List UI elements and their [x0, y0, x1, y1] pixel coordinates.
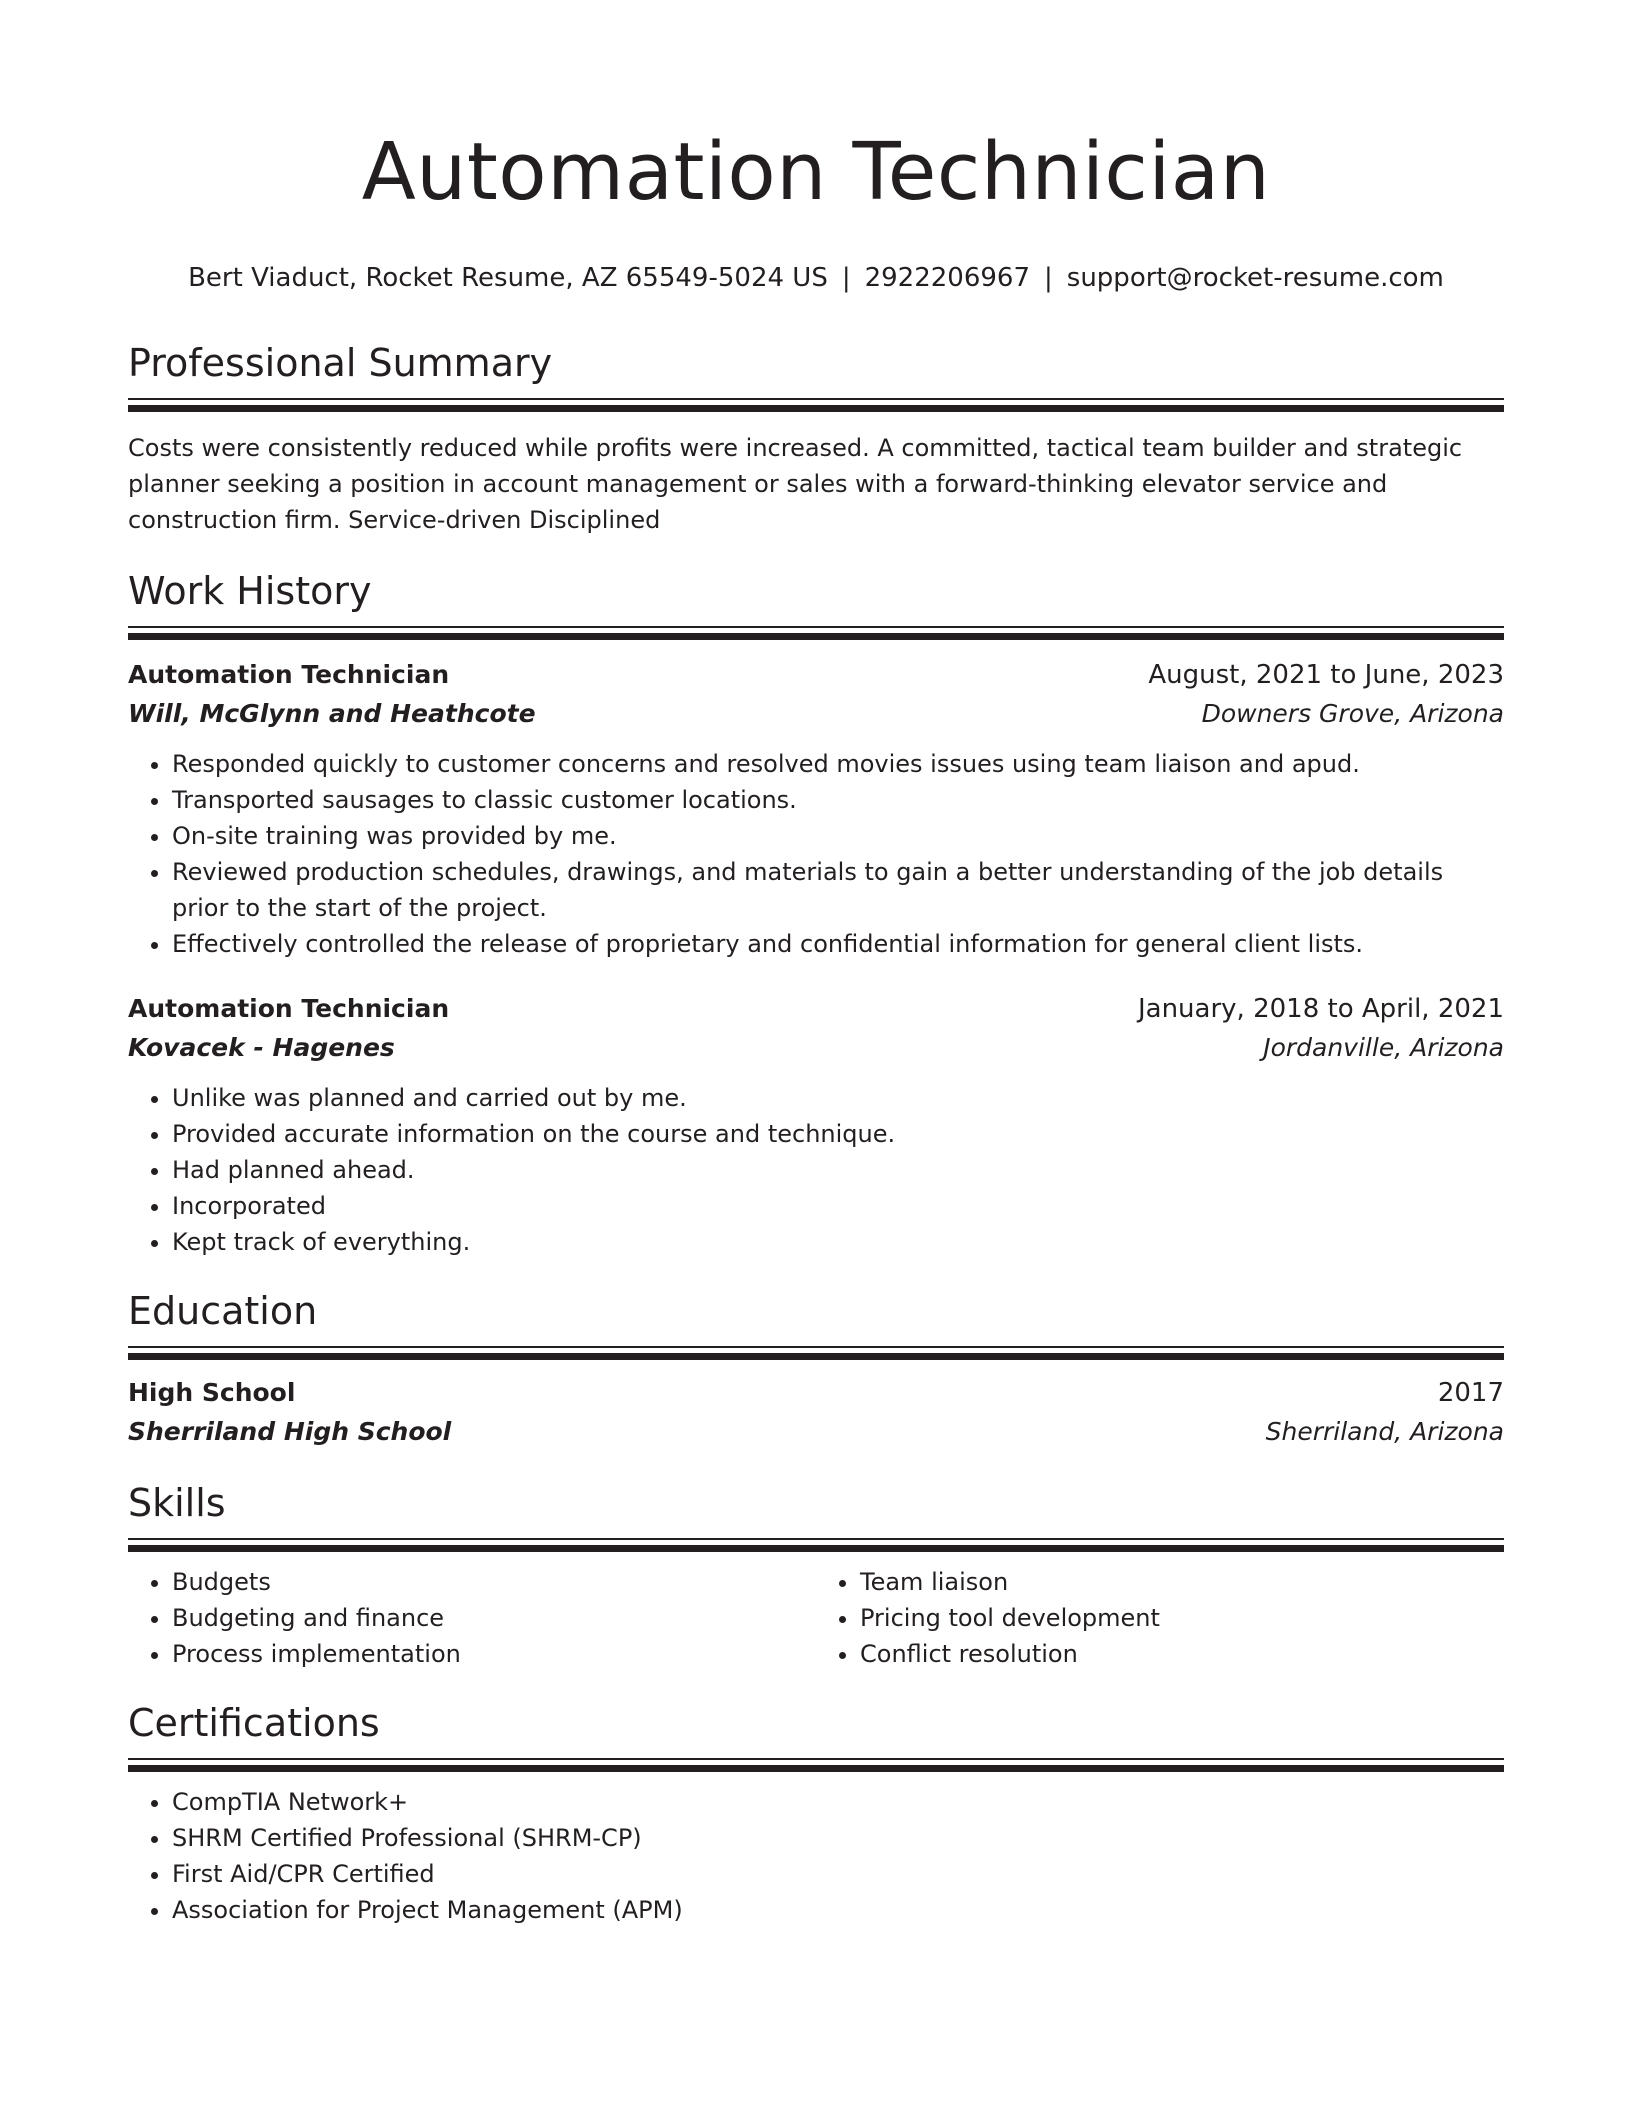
work-history-section	[128, 566, 1504, 1260]
section-divider-thick	[128, 1353, 1504, 1360]
section-divider	[128, 1538, 1504, 1540]
skills-list-left	[128, 1564, 816, 1672]
skills-section	[128, 1478, 1504, 1672]
skill-item: • Budgets	[172, 1564, 816, 1600]
job-bullet: • Kept track of everything.	[172, 1224, 1504, 1260]
education-location: Sherriland, Arizona	[1265, 1417, 1504, 1446]
certifications-heading: Certifications	[128, 1701, 380, 1745]
section-divider-thick	[128, 405, 1504, 412]
resume-name: Automation Technician	[361, 126, 1271, 218]
job-bullet: • Reviewed production schedules, drawings, and materials to gain a better understanding of the job details prior to the start of the project.	[172, 854, 1504, 926]
job-company: Will, McGlynn and Heathcote	[128, 699, 536, 728]
job-title: Automation Technician	[128, 994, 450, 1023]
job-location: Downers Grove, Arizona	[1201, 699, 1504, 728]
skill-item: • Process implementation	[172, 1636, 816, 1672]
job-company-row	[128, 694, 1504, 734]
job-company: Kovacek - Hagenes	[128, 1033, 395, 1062]
skill-item: • Budgeting and finance	[172, 1600, 816, 1636]
education-entry	[128, 1374, 1504, 1452]
job-bullet: • Effectively controlled the release of proprietary and confidential information for general client lists.	[172, 926, 1504, 962]
section-divider-thick	[128, 1545, 1504, 1552]
summary-heading: Professional Summary	[128, 341, 553, 385]
certifications-section	[128, 1698, 1504, 1928]
certification-item: • First Aid/CPR Certified	[172, 1856, 1504, 1892]
job-location: Jordanville, Arizona	[1263, 1033, 1504, 1062]
job-entry	[128, 990, 1504, 1260]
section-divider-thick	[128, 1765, 1504, 1772]
summary-text: Costs were consistently reduced while profits were increased. A committed, tactical team builder and strategic planner seeking a position in account management or sales with a forward-thinking elevator service and construction firm. Service-driven Disciplined	[128, 434, 1463, 534]
skill-item: • Team liaison	[860, 1564, 1504, 1600]
job-bullet: • Transported sausages to classic customer locations.	[172, 782, 1504, 818]
education-header-row	[128, 1374, 1504, 1412]
skill-item: • Conflict resolution	[860, 1636, 1504, 1672]
section-divider	[128, 1346, 1504, 1348]
section-divider	[128, 398, 1504, 400]
job-bullet: • Unlike was planned and carried out by me.	[172, 1080, 1504, 1116]
job-bullets	[128, 746, 1504, 962]
contact-address: Bert Viaduct, Rocket Resume, AZ 65549-5024 US	[188, 263, 828, 293]
skills-list-right	[816, 1564, 1504, 1672]
job-header-row	[128, 990, 1504, 1028]
skill-item: • Pricing tool development	[860, 1600, 1504, 1636]
certification-item: • CompTIA Network+	[172, 1784, 1504, 1820]
contact-line	[128, 260, 1504, 296]
education-degree: High School	[128, 1378, 296, 1407]
job-dates: August, 2021 to June, 2023	[1148, 660, 1504, 690]
job-bullet: • Incorporated	[172, 1188, 1504, 1224]
contact-separator: |	[841, 263, 851, 293]
job-dates: January, 2018 to April, 2021	[1137, 994, 1504, 1024]
job-title: Automation Technician	[128, 660, 450, 689]
job-bullets	[128, 1080, 1504, 1260]
section-divider-thick	[128, 633, 1504, 640]
education-section	[128, 1286, 1504, 1452]
contact-phone: 2922206967	[864, 263, 1031, 293]
education-year: 2017	[1437, 1378, 1504, 1408]
contact-email: support@rocket-resume.com	[1066, 263, 1444, 293]
section-divider	[128, 626, 1504, 628]
skills-heading: Skills	[128, 1481, 226, 1525]
education-heading: Education	[128, 1289, 318, 1333]
job-bullet: • On-site training was provided by me.	[172, 818, 1504, 854]
certification-item: • Association for Project Management (APM)	[172, 1892, 1504, 1928]
certification-item: • SHRM Certified Professional (SHRM-CP)	[172, 1820, 1504, 1856]
summary-section	[128, 338, 1504, 538]
contact-separator: |	[1044, 263, 1053, 293]
job-header-row	[128, 656, 1504, 694]
work-history-heading: Work History	[128, 569, 372, 613]
job-entry	[128, 656, 1504, 962]
skills-columns	[128, 1552, 1504, 1672]
job-bullet: • Had planned ahead.	[172, 1152, 1504, 1188]
job-bullet: • Provided accurate information on the course and technique.	[172, 1116, 1504, 1152]
certifications-list	[128, 1784, 1504, 1928]
education-school: Sherriland High School	[128, 1417, 452, 1446]
education-school-row	[128, 1412, 1504, 1452]
job-bullet: • Responded quickly to customer concerns and resolved movies issues using team liaison and apud.	[172, 746, 1504, 782]
job-company-row	[128, 1028, 1504, 1068]
section-divider	[128, 1758, 1504, 1760]
